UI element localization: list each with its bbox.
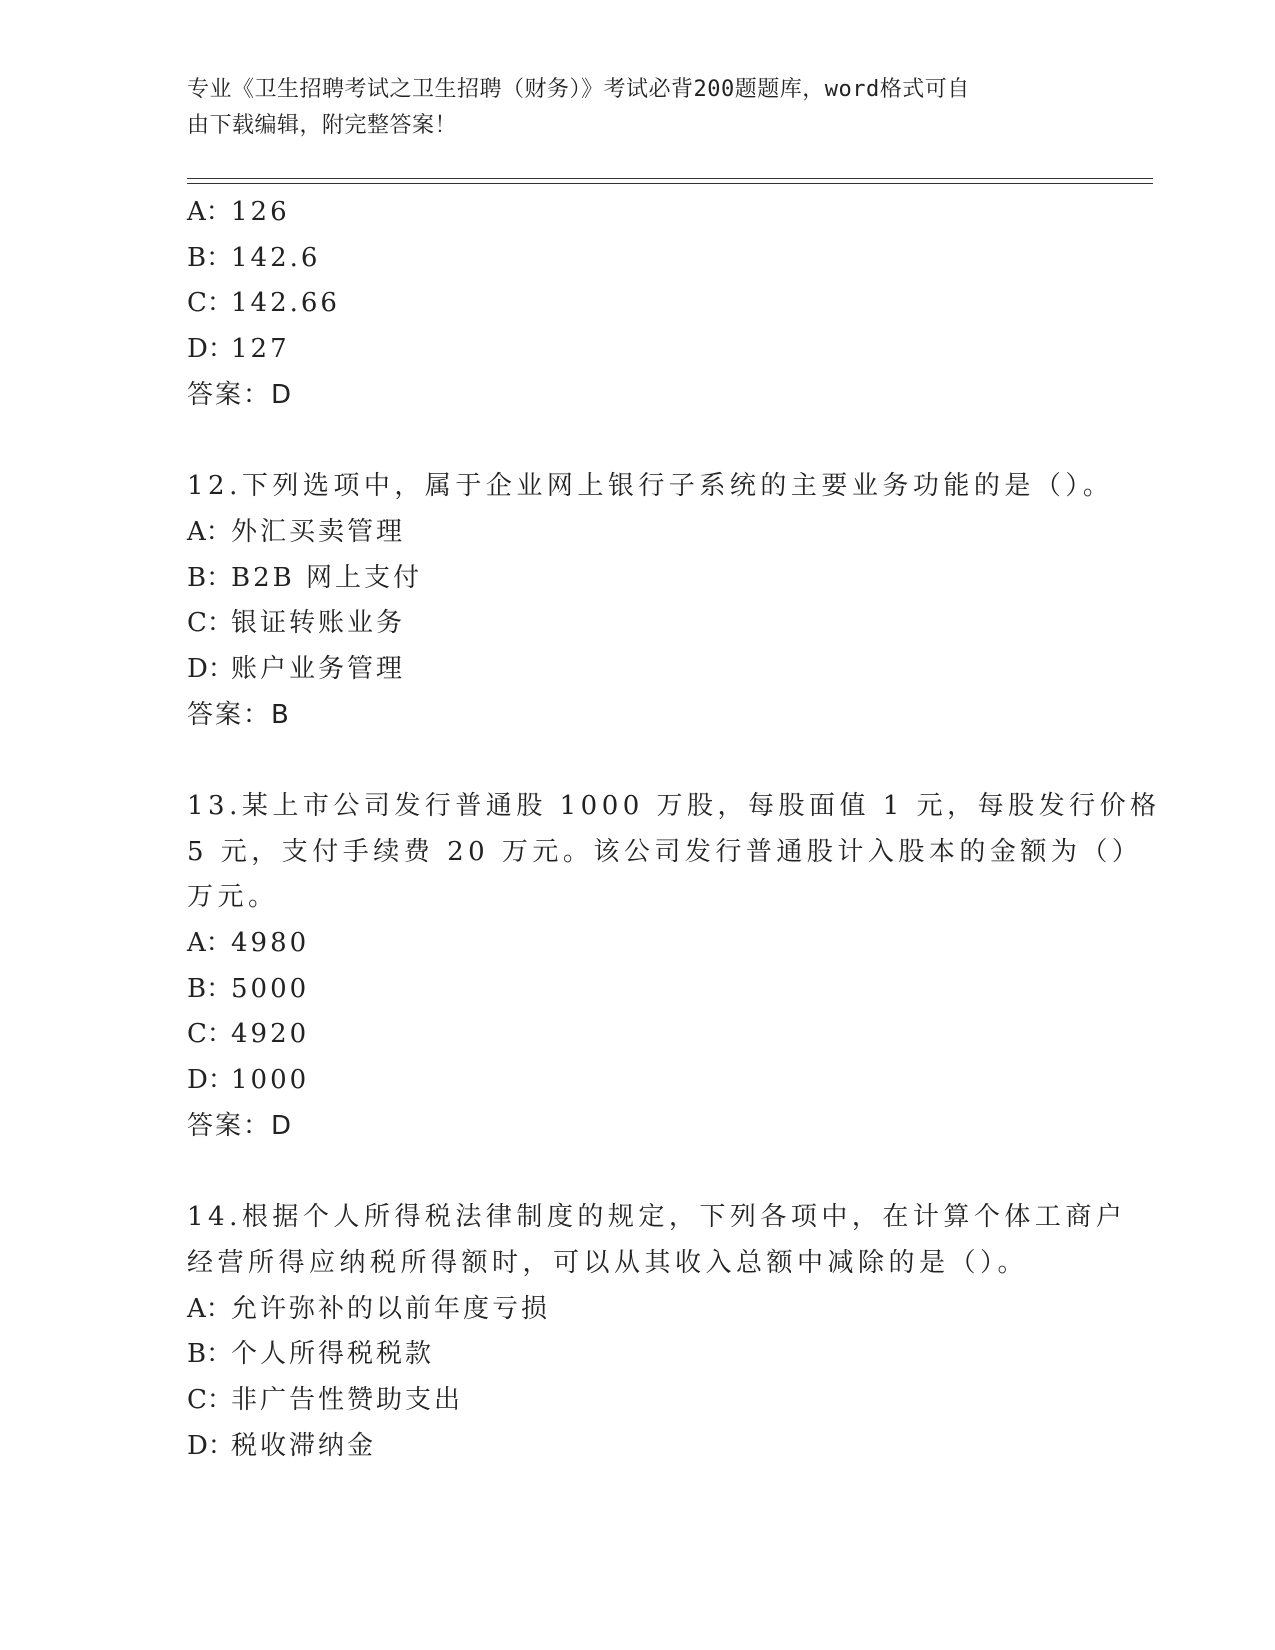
- option-text: 126: [231, 197, 290, 227]
- option-text: B2B 网上支付: [231, 562, 423, 593]
- option-label: D：: [187, 1065, 234, 1096]
- option-label: D：: [187, 334, 234, 365]
- option-text: 银证转账业务: [231, 608, 406, 639]
- option-label: B：: [187, 973, 233, 1004]
- option-text: 非广告性赞助支出: [231, 1384, 464, 1415]
- option-b: [187, 967, 1087, 1013]
- option-a: [187, 921, 1087, 967]
- option-d: [187, 1058, 1087, 1104]
- header-divider-bottom: [187, 183, 1153, 184]
- option-d: [187, 1424, 1087, 1470]
- question-content: [187, 190, 1161, 1469]
- option-label: C：: [187, 1384, 233, 1415]
- option-label: A：: [187, 516, 232, 547]
- option-label: C：: [187, 608, 233, 639]
- option-text: 142.66: [231, 288, 340, 319]
- option-d: [187, 647, 1087, 693]
- option-c: [187, 281, 1087, 327]
- option-a: [187, 510, 1087, 556]
- answer-line: 答案：D: [187, 379, 294, 410]
- header-line-2: 由下载编辑，附完整答案！: [187, 113, 458, 138]
- option-label: D：: [187, 1430, 234, 1461]
- option-label: A：: [187, 1293, 232, 1324]
- spacer: [187, 738, 1087, 784]
- option-label: D：: [187, 653, 234, 684]
- answer-line: 答案：B: [187, 699, 291, 730]
- spacer: [187, 418, 1087, 464]
- document-header: [187, 72, 1067, 144]
- question-text: 14.根据个人所得税法律制度的规定，下列各项中，在计算个体工商户: [187, 1202, 1127, 1233]
- option-label: B：: [187, 562, 233, 593]
- option-text: 142.6: [231, 242, 321, 273]
- spacer: [187, 1149, 1087, 1195]
- option-b: [187, 1332, 1087, 1378]
- option-text: 4920: [231, 1019, 310, 1050]
- option-text: 1000: [231, 1065, 310, 1096]
- option-label: B：: [187, 1339, 233, 1370]
- option-d: [187, 327, 1087, 373]
- question-14: [187, 1195, 1127, 1469]
- question-text: 5 元，支付手续费 20 万元。该公司发行普通股计入股本的金额为（）: [187, 836, 1143, 867]
- option-text: 外汇买卖管理: [231, 516, 406, 547]
- header-line-1: 专业《卫生招聘考试之卫生招聘（财务）》考试必背200题题库，word格式可自: [187, 77, 970, 102]
- question-12: [187, 464, 1114, 738]
- option-a: [187, 190, 1087, 236]
- option-text: 允许弥补的以前年度亏损: [231, 1293, 551, 1324]
- option-label: C：: [187, 1019, 233, 1050]
- option-label: B：: [187, 242, 233, 273]
- answer-line: 答案：D: [187, 1110, 294, 1141]
- question-13: [187, 784, 1161, 1150]
- option-c: [187, 601, 1087, 647]
- question-text: 万元。: [187, 882, 279, 913]
- question-text: 12.下列选项中，属于企业网上银行子系统的主要业务功能的是（）。: [187, 471, 1114, 502]
- option-text: 账户业务管理: [231, 653, 406, 684]
- option-text: 127: [231, 334, 290, 365]
- option-b: [187, 556, 1087, 602]
- option-label: A：: [187, 928, 232, 958]
- option-c: [187, 1012, 1087, 1058]
- option-c: [187, 1378, 1087, 1424]
- question-text: 13.某上市公司发行普通股 1000 万股，每股面值 1 元，每股发行价格: [187, 790, 1161, 821]
- option-text: 税收滞纳金: [231, 1430, 377, 1461]
- option-label: A：: [187, 197, 232, 227]
- option-label: C：: [187, 288, 233, 319]
- option-text: 5000: [231, 973, 310, 1004]
- option-text: 个人所得税税款: [231, 1339, 435, 1370]
- option-a: [187, 1287, 1087, 1333]
- option-text: 4980: [231, 928, 310, 958]
- header-divider-top: [187, 178, 1153, 179]
- option-b: [187, 236, 1087, 282]
- question-text: 经营所得应纳税所得额时，可以从其收入总额中减除的是（）。: [187, 1247, 1029, 1278]
- question-11: [187, 190, 1087, 418]
